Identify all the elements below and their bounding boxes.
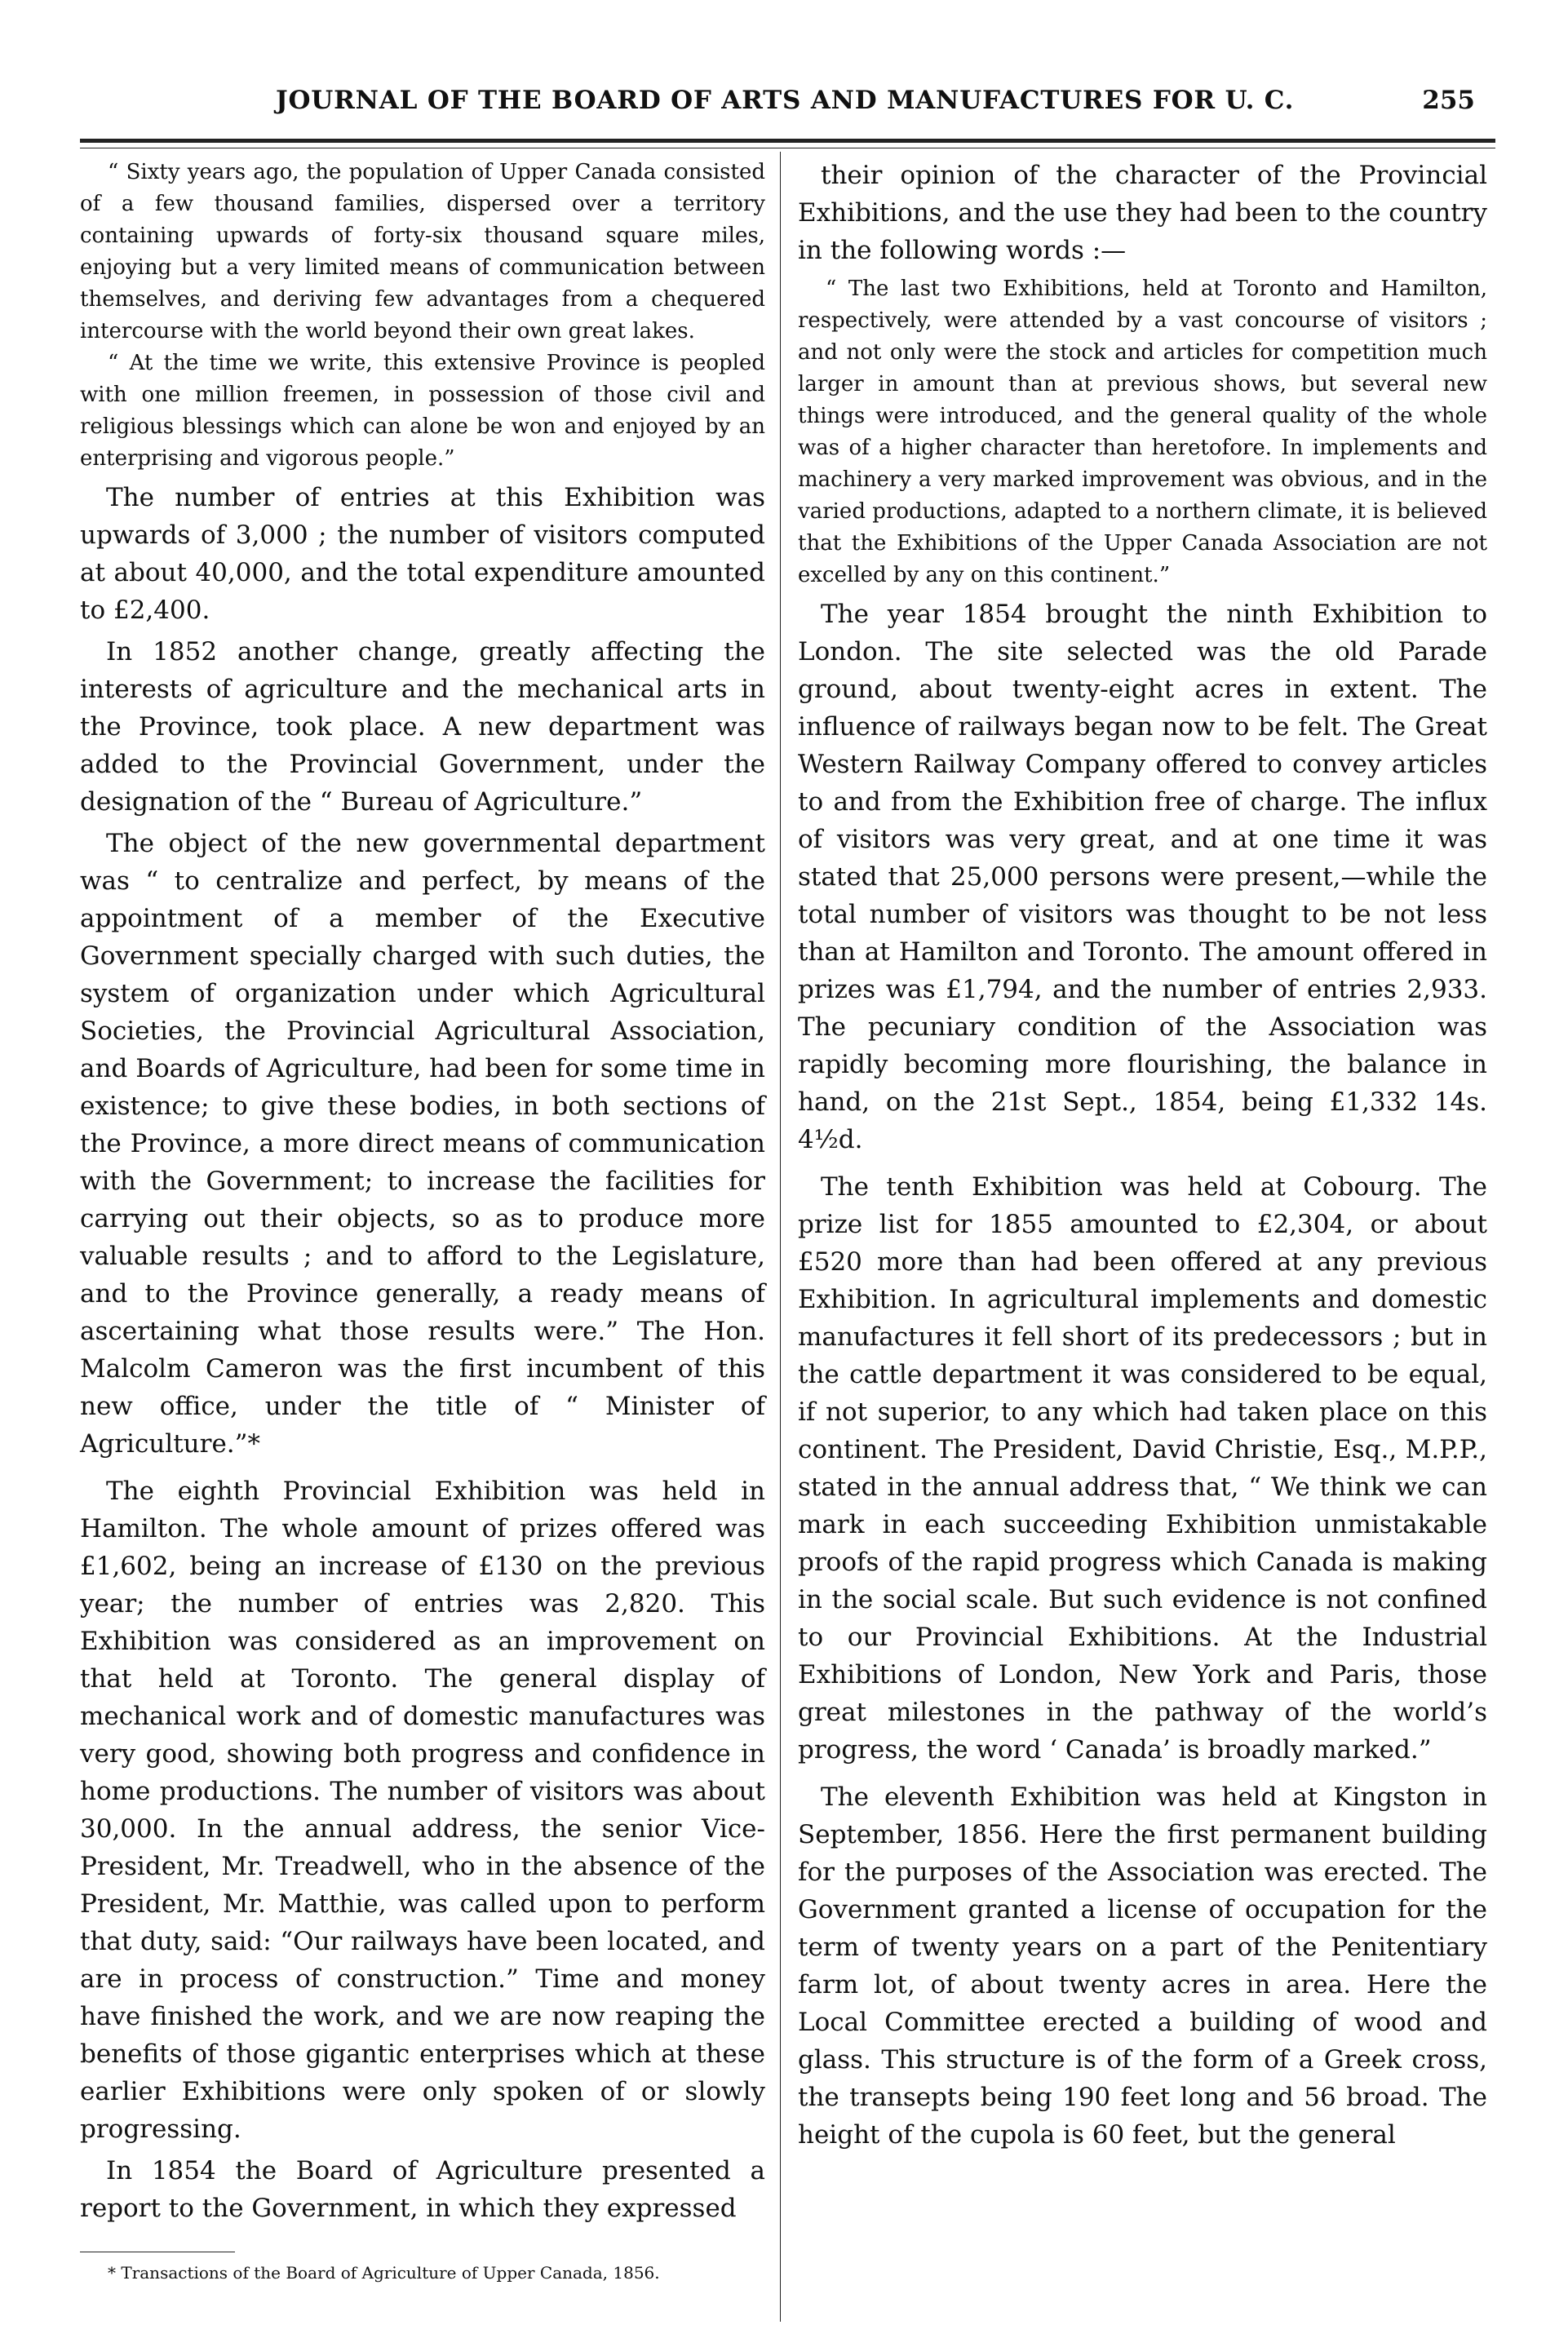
paragraph-continuation: their opinion of the character of the Provincial Exhibitions, and the use they had been to the country in the following words :— <box>798 161 1487 265</box>
column-divider <box>780 152 781 2322</box>
right-column <box>798 157 1487 2154</box>
left-column <box>80 157 765 2285</box>
paragraph-tenth-exhibition: The tenth Exhibition was held at Cobourg. The prize list for 1855 amounted to £2,304, or about £520 more than had been offered at any previous Exhibition. In agricultural implements and domestic manufactures it fell short of its predecessors ; but in the cattle department it was considered to be equal, if not superior, to any which had taken place on this continent. The President, David Christie, Esq., M.P.P., stated in the annual address that, “ We think we can mark in each succeeding Exhibition unmistakable proofs of the rapid progress which Canada is making in the social scale. But such evidence is not confined to our Provincial Exhibitions. At the Industrial Exhibitions of London, New York and Paris, those great milestones in the pathway of the world’s progress, the word ‘ Canada’ is broadly marked.” <box>798 1172 1487 1765</box>
paragraph-object: The object of the new governmental department was “ to centralize and perfect, by means of the appointment of a member of the Executive Government specially charged with such duties, the system of organization under which Agricultural Societies, the Provincial Agricultural Association, and Boards of Agriculture, had been for some time in existence; to give these bodies, in both sections of the Province, a more direct means of communication with the Government; to increase the facilities for carrying out their objects, so as to produce more valuable results ; and to afford to the Legislature, and to the Province generally, a ready means of ascertaining what those results were.” The Hon. Malcolm Cameron was the first incumbent of this new office, under the title of “ Minister of Agriculture.”* <box>80 829 765 1459</box>
paragraph-eleventh-exhibition: The eleventh Exhibition was held at Kingston in September, 1856. Here the first permanent building for the purposes of the Association was erected. The Government granted a license of occupation for the term of twenty years on a part of the Penitentiary farm lot, of about twenty acres in area. Here the Local Committee erected a building of wood and glass. This structure is of the form of a Greek cross, the transepts being 190 feet long and 56 broad. The height of the cupola is 60 feet, but the general <box>798 1782 1487 2150</box>
paragraph-ninth-exhibition: The year 1854 brought the ninth Exhibition to London. The site selected was the old Parade ground, about twenty-eight acres in extent. The influence of railways began now to be felt. The Great Western Railway Company offered to convey articles to and from the Exhibition free of charge. The influx of visitors was very great, and at one time it was stated that 25,000 persons were present,—while the total number of visitors was thought to be not less than at Hamilton and Toronto. The amount offered in prizes was £1,794, and the number of entries 2,933. The pecuniary condition of the Association was rapidly becoming more flourishing, the balance in hand, on the 21st Sept., 1854, being £1,332 14s. 4½d. <box>798 600 1487 1154</box>
quote-at-the-time: “ At the time we write, this extensive Province is peopled with one million freemen, in possession of those civil and religious blessings which can alone be won and enjoyed by an enterprising and vigorous people.” <box>80 351 765 471</box>
quote-last-two-exhibitions: “ The last two Exhibitions, held at Toronto and Hamilton, respectively, were attended by a vast concourse of visitors ; and not only were the stock and articles for competition much larger in amount than at previous shows, but several new things were introduced, and the general quality of the whole was of a higher character than heretofore. In implements and machinery a very marked improvement was obvious, and in the varied productions, adapted to a northern climate, it is believed that the Exhibitions of the Upper Canada Association are not excelled by any on this continent.” <box>798 277 1487 587</box>
running-title: JOURNAL OF THE BOARD OF ARTS AND MANUFACTURES FOR U. C. <box>276 86 1295 115</box>
header-rule-thick <box>80 139 1495 143</box>
paragraph-entries: The number of entries at this Exhibition was upwards of 3,000 ; the number of visitors computed at about 40,000, and the total expenditure amounted to £2,400. <box>80 483 765 625</box>
footnote: * Transactions of the Board of Agriculture of Upper Canada, 1856. <box>108 2263 660 2283</box>
quote-sixty-years: “ Sixty years ago, the population of Upper Canada consisted of a few thousand families, dispersed over a territory containing upwards of forty-six thousand square miles, enjoying but a very limited means of communication between themselves, and deriving few advantages from a chequered intercourse with the world beyond their own great lakes. <box>80 160 765 343</box>
paragraph-1854-report: In 1854 the Board of Agriculture presented a report to the Government, in which they expressed <box>80 2156 765 2223</box>
page-header <box>80 86 1491 135</box>
paragraph-eighth-exhibition: The eighth Provincial Exhibition was held in Hamilton. The whole amount of prizes offered was £1,602, being an increase of £130 on the previous year; the number of entries was 2,820. This Exhibition was considered as an improvement on that held at Toronto. The general display of mechanical work and of domestic manufactures was very good, showing both progress and confidence in home productions. The number of visitors was about 30,000. In the annual address, the senior Vice-President, Mr. Treadwell, who in the absence of the President, Mr. Matthie, was called upon to perform that duty, said: “Our railways have been located, and are in process of construction.” Time and money have finished the work, and we are now reaping the benefits of those gigantic enterprises which at these earlier Exhibitions were only spoken of or slowly progressing. <box>80 1477 765 2144</box>
paragraph-1852: In 1852 another change, greatly affecting the interests of agriculture and the mechanical arts in the Province, took place. A new department was added to the Provincial Government, under the designation of the “ Bureau of Agriculture.” <box>80 637 765 817</box>
page-number: 255 <box>1422 86 1475 115</box>
